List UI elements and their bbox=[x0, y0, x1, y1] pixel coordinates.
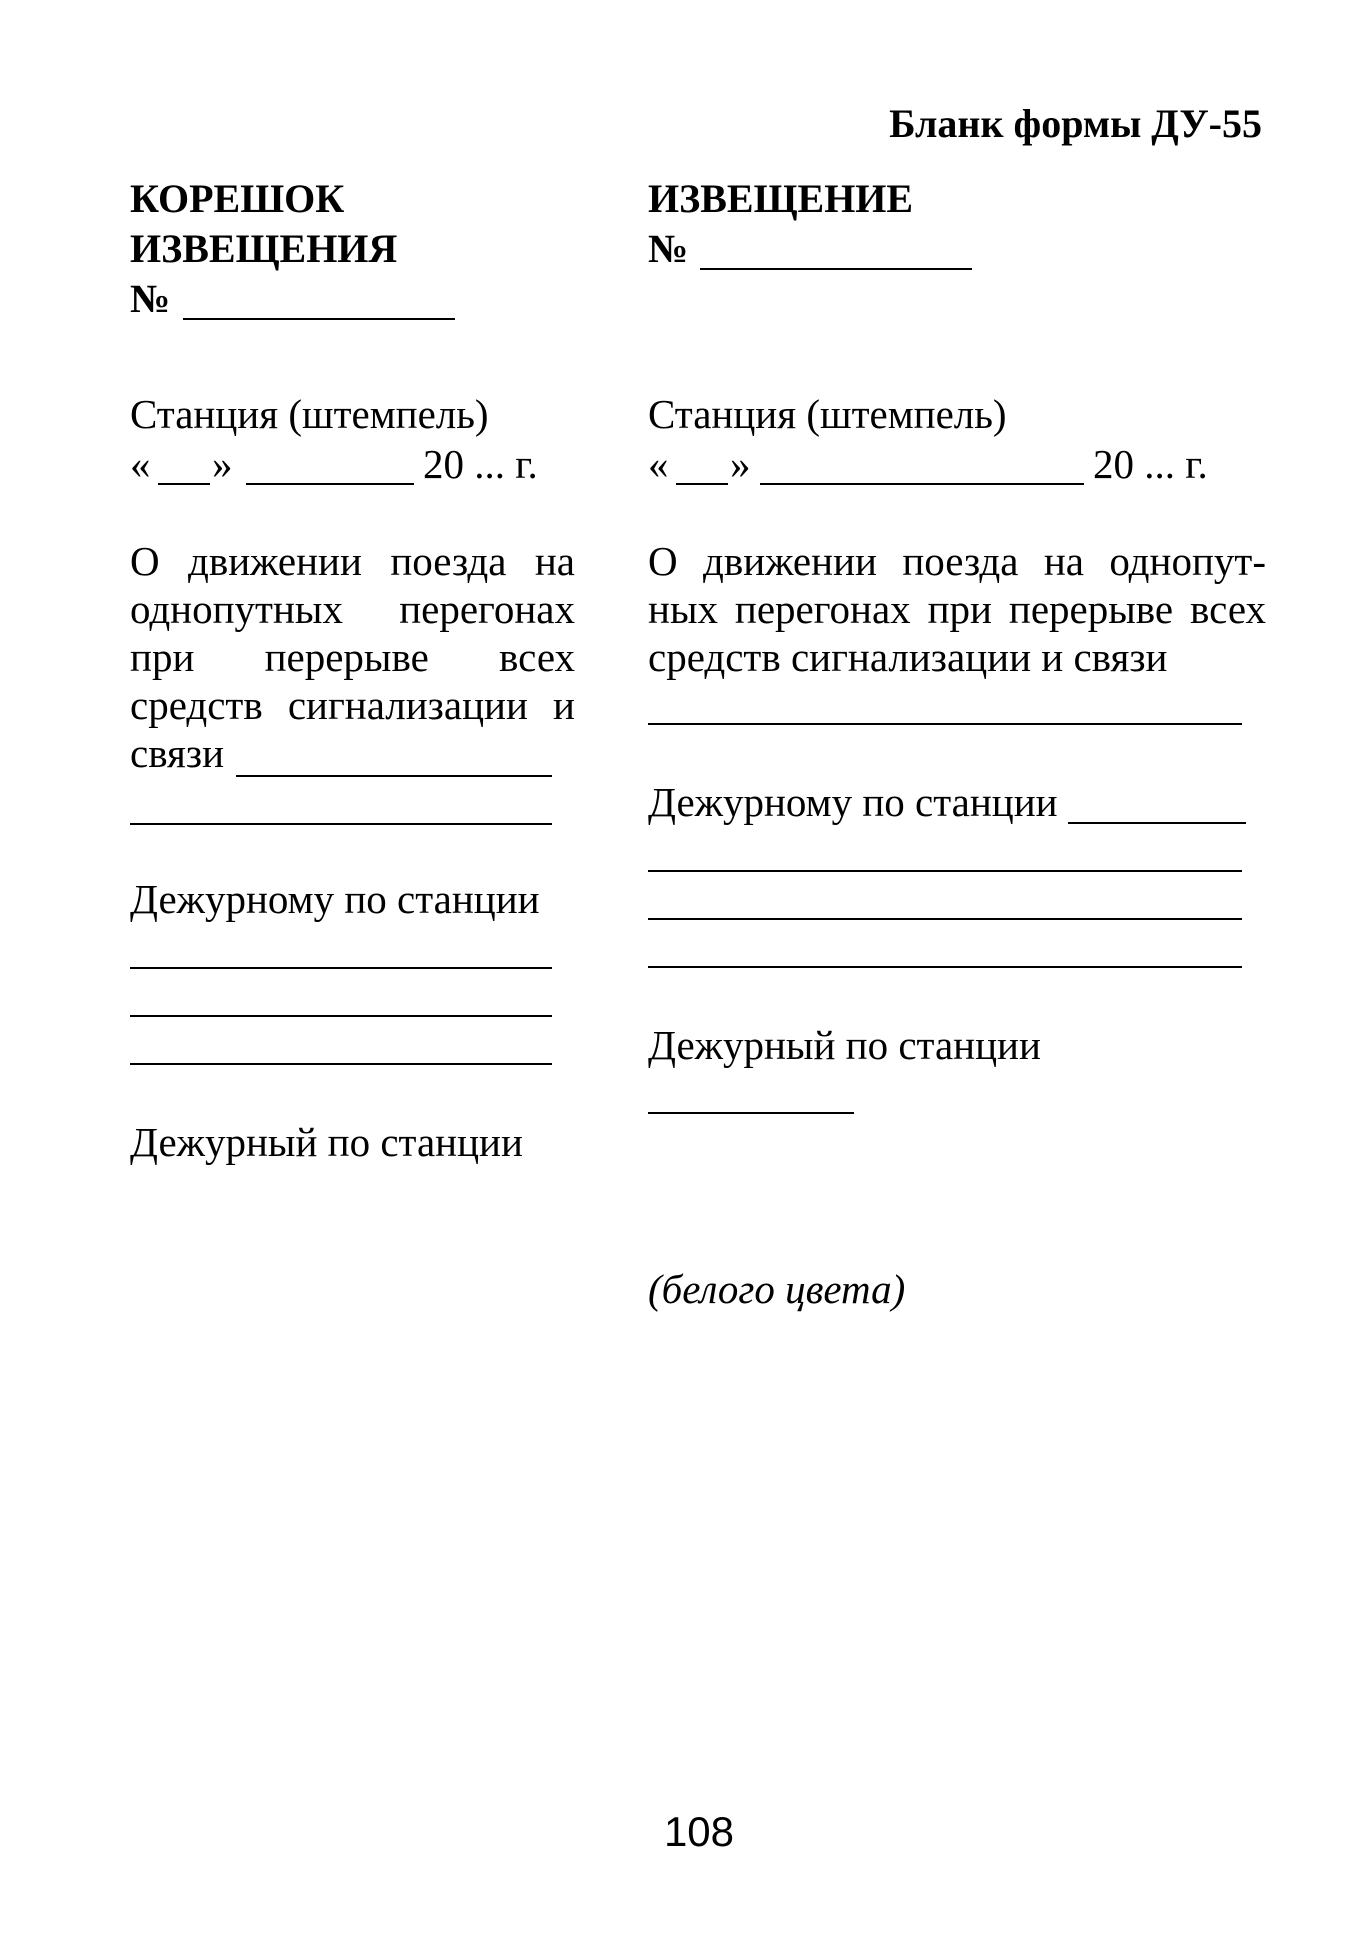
right-duty-to-label: Дежурному по станции bbox=[648, 779, 1058, 825]
left-body-word: при bbox=[130, 634, 195, 680]
left-body-blank-2[interactable] bbox=[130, 823, 552, 825]
left-station-label: Станция (штемпель) bbox=[130, 391, 489, 437]
left-body-word: О bbox=[130, 538, 160, 584]
left-body-line3 bbox=[130, 633, 575, 681]
left-body-blank-1[interactable] bbox=[236, 775, 552, 777]
left-number-blank[interactable] bbox=[183, 318, 455, 320]
left-body-word: и bbox=[553, 682, 575, 728]
left-body-line1 bbox=[130, 537, 575, 585]
right-duty-officer-label: Дежурный по станции bbox=[648, 1022, 1041, 1068]
right-signature-blank[interactable] bbox=[648, 1112, 854, 1114]
right-date-open-quote: « bbox=[648, 441, 669, 487]
left-body-line5: связи bbox=[130, 730, 225, 776]
left-body-word: движении bbox=[187, 538, 362, 584]
right-duty-blank-1[interactable] bbox=[648, 870, 1242, 872]
left-day-blank[interactable] bbox=[158, 483, 210, 485]
left-body-line4 bbox=[130, 681, 575, 729]
right-duty-blank-2[interactable] bbox=[648, 918, 1242, 920]
left-body-word: средств bbox=[130, 682, 263, 728]
left-body-word: сигнализации bbox=[287, 682, 528, 728]
right-number-label: № bbox=[648, 226, 689, 271]
left-body-word: на bbox=[534, 538, 575, 584]
left-date-open-quote: « bbox=[130, 441, 151, 487]
form-title: Бланк формы ДУ-55 bbox=[889, 101, 1262, 146]
right-heading: ИЗВЕЩЕНИЕ bbox=[648, 176, 914, 221]
right-number-blank[interactable] bbox=[700, 268, 972, 270]
page-number: 108 bbox=[663, 1808, 735, 1855]
left-number-label: № bbox=[130, 276, 171, 321]
right-year: 20 ... г. bbox=[1093, 441, 1208, 487]
right-body-blank[interactable] bbox=[648, 723, 1242, 725]
right-body-line1: О движении поезда на однопут- bbox=[648, 538, 1266, 584]
color-note: (белого цвета) bbox=[648, 1266, 906, 1312]
left-heading-line2: ИЗВЕЩЕНИЯ bbox=[130, 226, 398, 271]
right-month-blank[interactable] bbox=[760, 483, 1084, 485]
left-body-word: всех bbox=[499, 634, 575, 680]
left-body-word: перерыве bbox=[264, 634, 429, 680]
right-station-label: Станция (штемпель) bbox=[648, 391, 1007, 437]
right-duty-blank-0[interactable] bbox=[1068, 822, 1246, 824]
left-body-line2 bbox=[130, 585, 575, 633]
left-heading-line1: КОРЕШОК bbox=[130, 176, 345, 221]
right-date-close-quote: » bbox=[730, 441, 751, 487]
left-duty-to-label: Дежурному по станции bbox=[130, 876, 540, 922]
left-month-blank[interactable] bbox=[246, 483, 414, 485]
right-body-line3: средств сигнализации и связи bbox=[648, 634, 1168, 680]
left-duty-blank-3[interactable] bbox=[130, 1063, 552, 1065]
left-duty-blank-2[interactable] bbox=[130, 1015, 552, 1017]
left-duty-officer-label: Дежурный по станции bbox=[130, 1119, 523, 1165]
left-year: 20 ... г. bbox=[423, 441, 538, 487]
left-body-word: однопутных bbox=[130, 586, 343, 632]
left-duty-blank-1[interactable] bbox=[130, 967, 552, 969]
right-body-line2: ных перегонах при перерыве всех bbox=[648, 586, 1266, 632]
left-body-word: поезда bbox=[390, 538, 507, 584]
left-body-word: перегонах bbox=[399, 586, 575, 632]
left-date-close-quote: » bbox=[212, 441, 233, 487]
right-day-blank[interactable] bbox=[676, 483, 728, 485]
right-duty-blank-3[interactable] bbox=[648, 966, 1242, 968]
